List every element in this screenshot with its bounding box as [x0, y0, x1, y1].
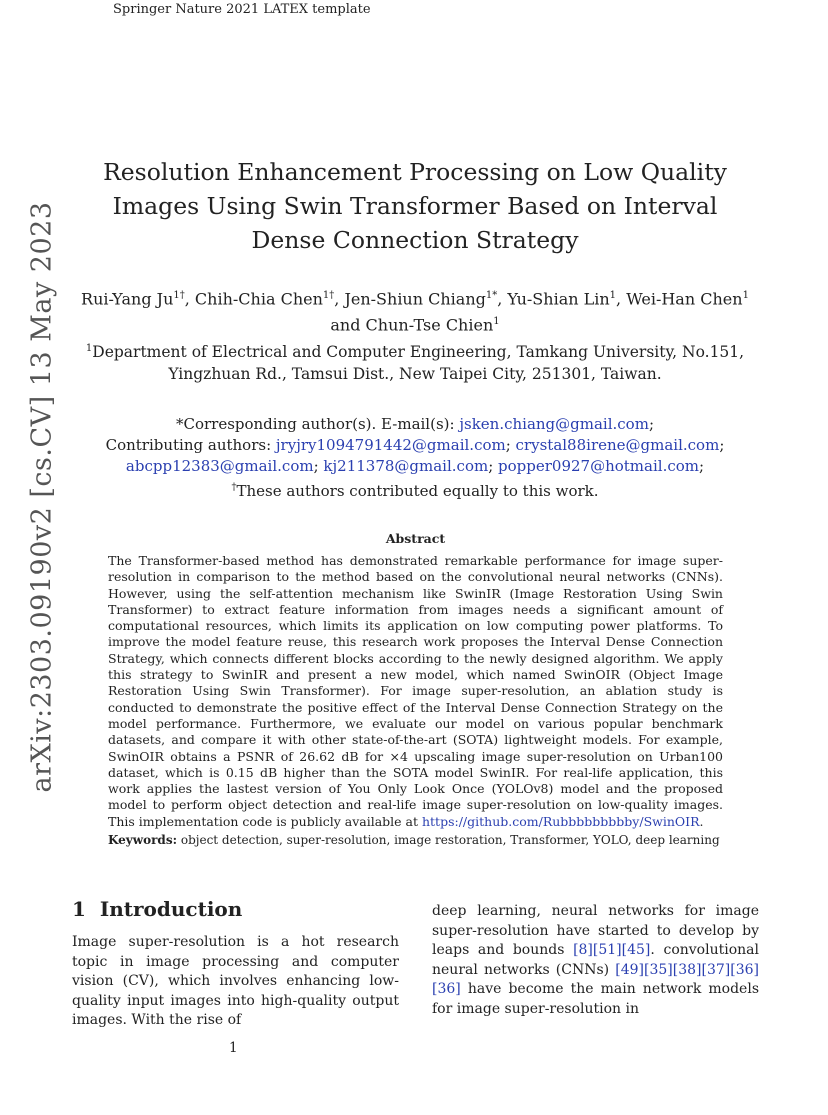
citation-link[interactable]: [8]: [573, 942, 593, 958]
correspondence-block: *Corresponding author(s). E-mail(s): jsken.chiang@gmail.com; Contributing authors: jryjry1094791442@gmail.com; crystal88irene@gmail.com; abcpp12383@gmail.com; kj211378@gmail.com; popper0927@hotmail.com; †These authors contributed equally to this work.: [105, 415, 725, 500]
abstract-body: [108, 553, 723, 830]
abstract-heading: Abstract: [385, 531, 446, 546]
abstract-text: The Transformer-based method has demonstrated remarkable performance for image super-resolution in comparison to the method based on the convolutional neural networks (CNNs). However, using the self-attention mechanism like SwinIR (Image Restoration Using Swin Transformer) to extract feature information from images needs a significant amount of computational resources, which limits its application on low computing power platforms. To improve the model feature reuse, this research work proposes the Interval Dense Connection Strategy, which connects different blocks according to the newly designed algorithm. We apply this strategy to SwinIR and present a new model, which named SwinOIR (Object Image Restoration Using Swin Transformer). For image super-resolution, an ablation study is conducted to demonstrate the positive effect of the Interval Dense Connection Strategy on the model performance. Furthermore, we evaluate our model on various popular benchmark datasets, and compare it with other state-of-the-art (SOTA) lightweight models. For example, SwinOIR obtains a PSNR of 26.62 dB for ×4 upscaling image super-resolution on Urban100 dataset, which is 0.15 dB higher than the SOTA model SwinIR. For real-life application, this work applies the lastest version of You Only Look Once (YOLOv8) model and the proposed model to perform object detection and real-life image super-resolution on low-quality images. This implementation code is publicly available at: [108, 553, 723, 829]
citation-link[interactable]: [37]: [701, 961, 731, 978]
intro-left-column: Image super-resolution is a hot research topic in image processing and computer vision (CV), which involves enhancing low-quality input images into high-quality output images. With the rise of: [72, 934, 399, 1028]
author-mark: 1†: [173, 290, 185, 301]
arxiv-side-stamp: arXiv:2303.09190v2 [cs.CV] 13 May 2023: [26, 201, 58, 793]
affiliation: [80, 338, 750, 385]
intro-right-text: have become the main network models for image super-resolution in: [432, 981, 759, 1017]
author-name: Chun-Tse Chien: [365, 315, 494, 335]
page-number: 1: [229, 1040, 238, 1056]
keywords-line: [108, 832, 723, 848]
citation-link[interactable]: [36]: [730, 961, 760, 978]
author-mark: 1: [609, 290, 617, 301]
author-list: Rui-Yang $Ju^{1\dagger}$, Chih-Chia Chen$^{1\dagger}$, Jen-Shiun Chiang$^{1*}$, Yu-Shian Lin$^1$, Wei-Han Chen$^1$ and Chun-Tse Chien$^1$: [81, 289, 749, 335]
paper-title: Resolution Enhancement Processing on Low Quality Images Using Swin Transformer Based on Interval Dense Connection Strategy: [103, 158, 727, 254]
contributing-email-link[interactable]: abcpp12383@gmail.com: [125, 457, 314, 475]
affiliation-text: Department of Electrical and Computer Engineering, Tamkang University, No.151, Yingzhuan Rd., Tamsui Dist., New Taipei City, 251301, Taiwan.: [92, 343, 745, 384]
contributing-email-link[interactable]: crystal88irene@gmail.com: [515, 436, 720, 454]
keywords-text: object detection, super-resolution, image restoration, Transformer, YOLO, deep learning: [180, 833, 720, 847]
running-head: Springer Nature 2021 LATEX template: [113, 2, 371, 17]
equal-contribution-note: These authors contributed equally to this work.: [236, 482, 599, 500]
contributing-email-link[interactable]: jryjry1094791442@gmail.com: [275, 436, 506, 454]
author-mark: 1: [493, 316, 500, 328]
contributing-label: Contributing authors:: [105, 436, 272, 454]
author-joiner: and: [330, 315, 361, 335]
author-name: Chih-Chia Chen: [194, 289, 323, 309]
equal-contribution-mark: †: [231, 482, 237, 493]
citation-link[interactable]: [45]: [621, 942, 651, 958]
corresponding-email-link[interactable]: jsken.chiang@gmail.com: [459, 415, 649, 433]
author-name: Yu-Shian Lin: [507, 289, 610, 309]
code-url-link[interactable]: https://github.com/Rubbbbbbbbby/SwinOIR: [421, 813, 700, 829]
author-mark: 1*: [485, 290, 498, 301]
contributing-email-link[interactable]: popper0927@hotmail.com: [498, 457, 699, 475]
citation-link[interactable]: [51]: [592, 942, 622, 958]
corresponding-label: *Corresponding author(s). E-mail(s):: [175, 415, 455, 433]
section-number: 1: [72, 897, 86, 921]
author-name: Rui-Yang Ju: [81, 289, 174, 309]
section-heading: [72, 897, 242, 921]
citation-link[interactable]: [36]: [432, 981, 461, 997]
author-mark: 1: [742, 290, 749, 301]
affiliation-mark: 1: [85, 343, 93, 354]
contributing-email-link[interactable]: kj211378@gmail.com: [323, 457, 489, 475]
section-title: Introduction: [99, 897, 243, 921]
citation-link[interactable]: [38]: [672, 961, 702, 978]
intro-right-text: deep learning, neural networks for image super-resolution have started to develop by leaps and bounds: [432, 903, 759, 958]
intro-right-column: [432, 902, 759, 1019]
author-name: Jen-Shiun Chiang: [344, 289, 486, 309]
keywords-label: Keywords:: [108, 833, 178, 847]
intro-right-text: . convolutional neural networks (CNNs): [432, 942, 759, 978]
author-mark: 1†: [322, 290, 335, 301]
citation-link[interactable]: [35]: [644, 961, 673, 978]
author-name: Wei-Han Chen: [626, 289, 743, 309]
abstract-end: .: [699, 813, 704, 829]
citation-link[interactable]: [49]: [615, 961, 645, 978]
